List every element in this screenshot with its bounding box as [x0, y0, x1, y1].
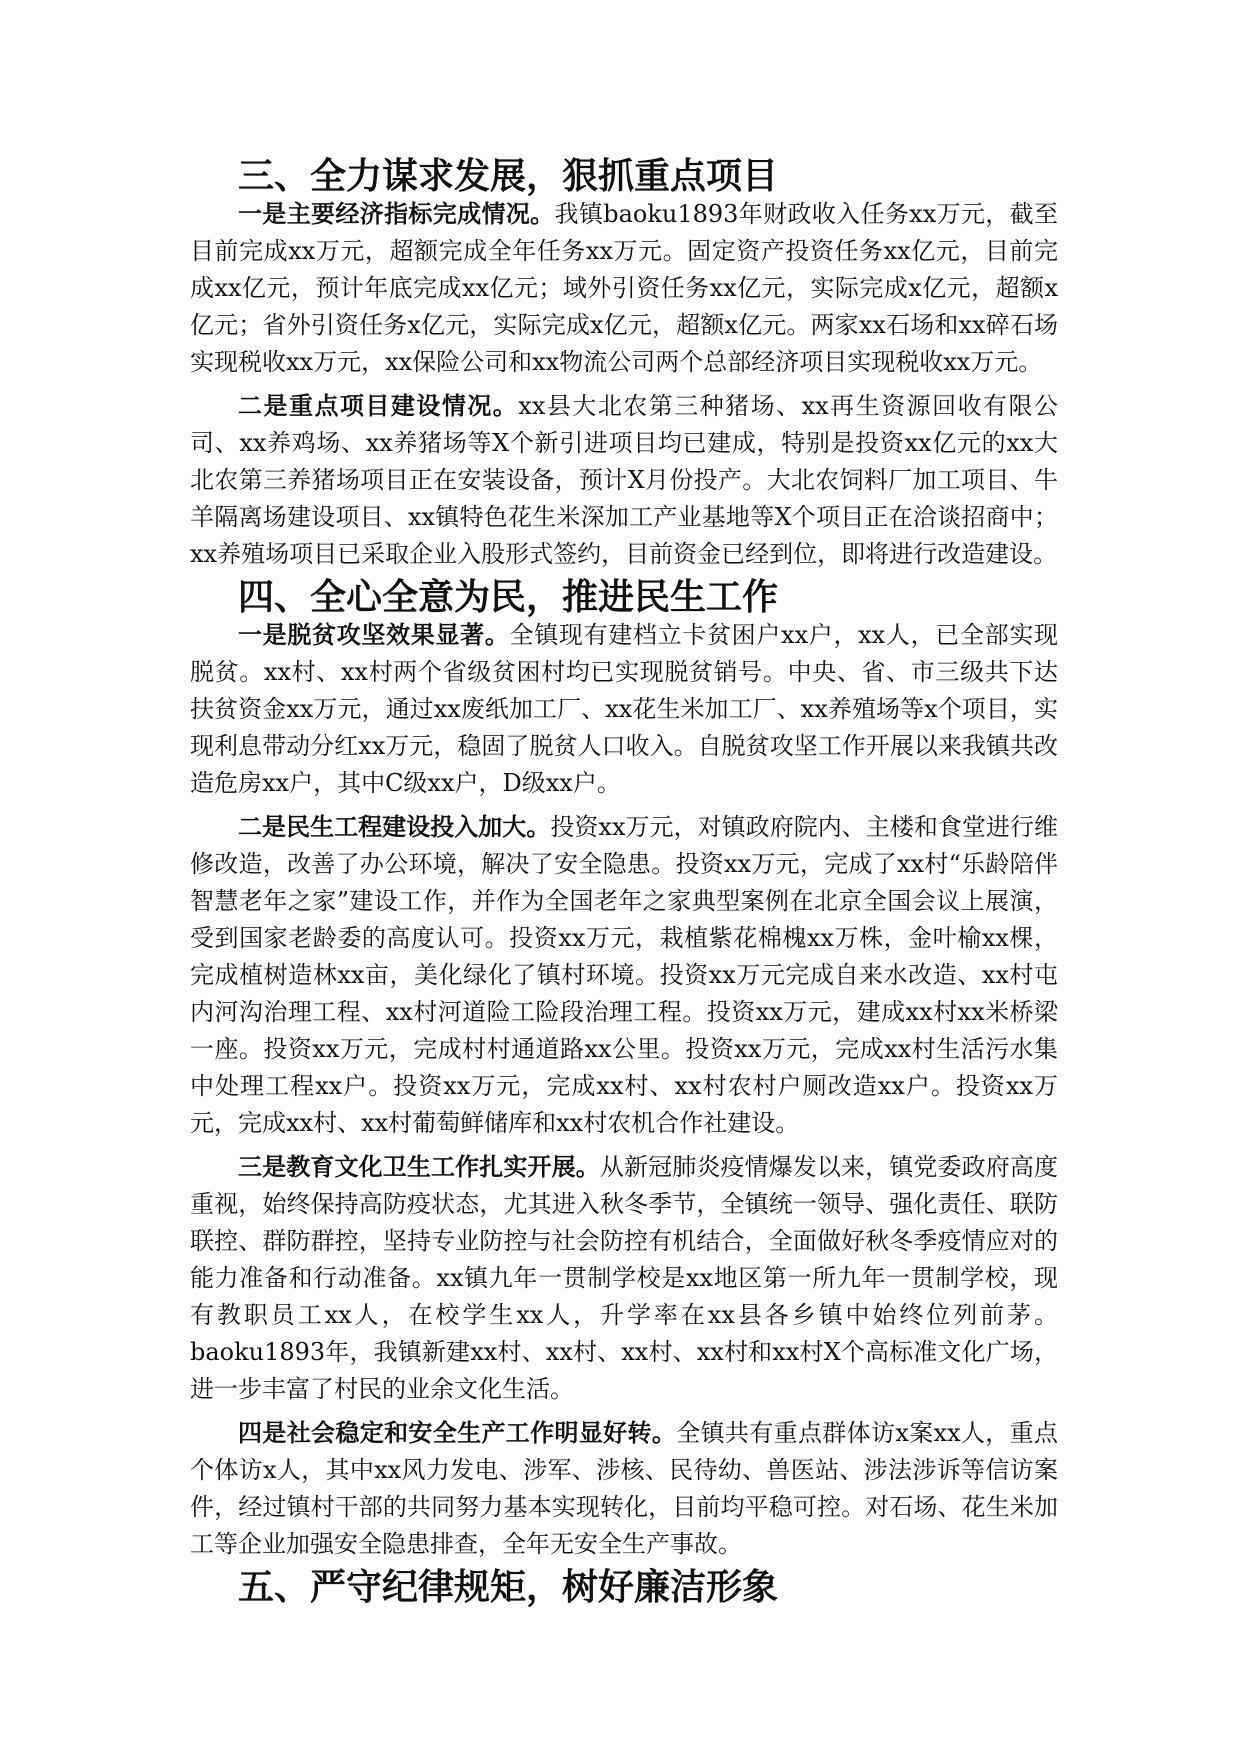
- paragraph-body: 从新冠肺炎疫情爆发以来，镇党委政府高度重视，始终保持高防疫状态，尤其进入秋冬季节，全镇统一领导、强化责任、联防联控、群防群控，坚持专业防控与社会防控有机结合，全面做好秋冬季疫情应对的能力准备和行动准备。xx镇九年一贯制学校是xx地区第一所九年一贯制学校，现有教职员工xx人，在校学生xx人，升学率在xx县各乡镇中始终位列前茅。baoku1893年，我镇新建xx村、xx村、xx村、xx村和xx村X个高标准文化广场，进一步丰富了村民的业余文化生活。: [190, 1153, 1059, 1403]
- paragraph: [190, 1148, 1058, 1408]
- paragraph-body: xx县大北农第三种猪场、xx再生资源回收有限公司、xx养鸡场、xx养猪场等X个新引进项目均已建成，特别是投资xx亿元的xx大北农第三养猪场项目正在安装设备，预计X月份投产。大北农饲料厂加工项目、牛羊隔离场建设项目、xx镇特色花生米深加工产业基地等X个项目正在洽谈招商中；xx养殖场项目已采取企业入股形式签约，目前资金已经到位，即将进行改造建设。: [190, 392, 1059, 568]
- document-page: [190, 155, 1059, 1608]
- paragraph-body: 我镇baoku1893年财政收入任务xx万元，截至目前完成xx万元，超额完成全年任务xx万元。固定资产投资任务xx亿元，目前完成xx亿元，预计年底完成xx亿元；域外引资任务xx亿元，实际完成x亿元，超额x亿元；省外引资任务x亿元，实际完成x亿元，超额x亿元。两家xx石场和xx碎石场实现税收xx万元，xx保险公司和xx物流公司两个总部经济项目实现税收xx万元。: [190, 200, 1058, 376]
- section-heading-5: 五、严守纪律规矩，树好廉洁形象: [238, 1566, 779, 1608]
- paragraph: [190, 808, 1058, 1142]
- paragraph: [190, 387, 1058, 573]
- paragraph-lead: 三是教育文化卫生工作扎实开展。: [238, 1152, 600, 1181]
- paragraph-lead: 二是重点项目建设情况。: [238, 391, 519, 420]
- paragraph-body: 全镇现有建档立卡贫困户xx户，xx人，已全部实现脱贫。xx村、xx村两个省级贫困村均已实现脱贫销号。中央、省、市三级共下达扶贫资金xx万元，通过xx废纸加工厂、xx花生米加工厂、xx养殖场等x个项目，实现利息带动分红xx万元，稳固了脱贫人口收入。自脱贫攻坚工作开展以来我镇共改造危房xx户，其中C级xx户，D级xx户。: [190, 621, 1058, 797]
- paragraph-lead: 二是民生工程建设投入加大。: [238, 812, 551, 841]
- paragraph-body: 投资xx万元，对镇政府院内、主楼和食堂进行维修改造，改善了办公环境，解决了安全隐患。投资xx万元，完成了xx村“乐龄陪伴智慧老年之家”建设工作，并作为全国老年之家典型案例在北京全国会议上展演，受到国家老龄委的高度认可。投资xx万元，栽植紫花棉槐xx万株，金叶榆xx棵，完成植树造林xx亩，美化绿化了镇村环境。投资xx万元完成自来水改造、xx村屯内河沟治理工程、xx村河道险工险段治理工程。投资xx万元，建成xx村xx米桥梁一座。投资xx万元，完成村村通道路xx公里。投资xx万元，完成xx村生活污水集中处理工程xx户。投资xx万元，完成xx村、xx村农村户厕改造xx户。投资xx万元，完成xx村、xx村葡萄鲜储库和xx村农机合作社建设。: [190, 813, 1059, 1137]
- section-heading-4: 四、全心全意为民，推进民生工作: [238, 576, 779, 618]
- paragraph-body: 全镇共有重点群体访x案xx人，重点个体访x人，其中xx风力发电、涉军、涉核、民待幼、兽医站、涉法涉诉等信访案件，经过镇村干部的共同努力基本实现转化，目前均平稳可控。对石场、花生米加工等企业加强安全隐患排查，全年无安全生产事故。: [190, 1419, 1059, 1558]
- paragraph-lead: 一是主要经济指标完成情况。: [238, 199, 555, 228]
- paragraph: [190, 1414, 1058, 1563]
- paragraph-lead: 一是脱贫攻坚效果显著。: [238, 620, 510, 649]
- paragraph: [190, 616, 1058, 802]
- paragraph: [190, 195, 1058, 381]
- paragraph-lead: 四是社会稳定和安全生产工作明显好转。: [238, 1418, 677, 1447]
- section-heading-3: 三、全力谋求发展，狠抓重点项目: [238, 155, 779, 197]
